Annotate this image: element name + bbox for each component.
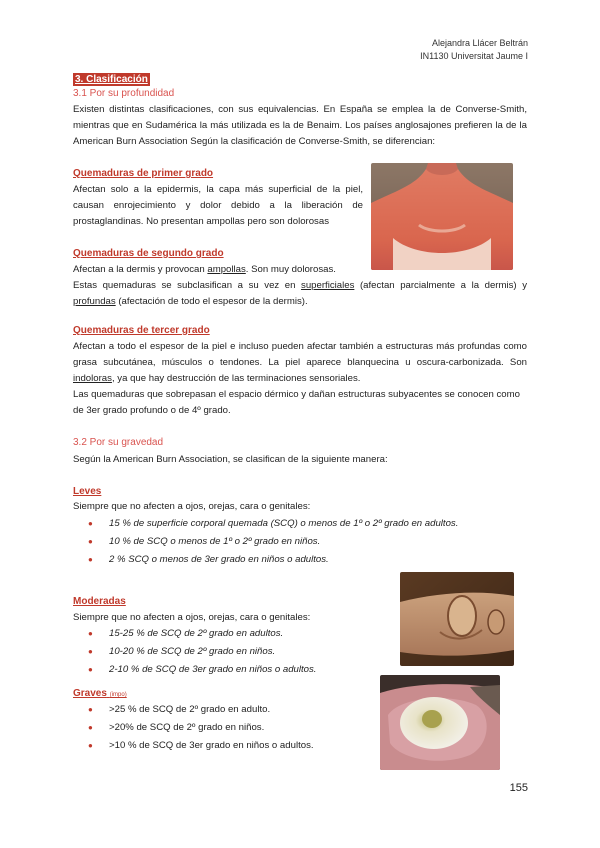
third-degree-heading: Quemaduras de tercer grado bbox=[73, 325, 210, 336]
second-degree-text-b: . Son muy dolorosas. bbox=[245, 264, 336, 275]
list-item: ● 10-20 % de SCQ de 2º grado en niños. bbox=[88, 643, 316, 661]
page-number: 155 bbox=[509, 782, 528, 794]
graves-heading bbox=[73, 688, 127, 699]
subclass-text-b: (afectan parcialmente a la dermis) y bbox=[354, 280, 527, 291]
header-course: IN1130 Universitat Jaume I bbox=[420, 51, 528, 61]
graves-heading-text: Graves bbox=[73, 688, 107, 699]
third-degree-text bbox=[73, 339, 527, 387]
leves-lead: Siempre que no afecten a ojos, orejas, cara o genitales: bbox=[73, 501, 311, 512]
list-item: ● 2 % SCQ o menos de 3er grado en niños o adultos. bbox=[88, 551, 458, 569]
moderadas-list bbox=[88, 625, 316, 679]
term-ampollas: ampollas bbox=[207, 264, 246, 275]
second-degree-text-a: Afectan a la dermis y provocan bbox=[73, 264, 208, 275]
list-item: ● >25 % de SCQ de 2º grado en adulto. bbox=[88, 701, 314, 719]
subclass-text-a: Estas quemaduras se subclasifican a su vez en bbox=[73, 280, 302, 291]
second-degree-line1 bbox=[73, 262, 527, 278]
moderadas-heading: Moderadas bbox=[73, 596, 126, 607]
list-item: ● 2-10 % de SCQ de 3er grado en niños o adultos. bbox=[88, 661, 316, 679]
list-item: ● 15 % de superficie corporal quemada (SCQ) o menos de 1º o 2º grado en adultos. bbox=[88, 515, 458, 533]
subclass-text-c: (afectación de todo el espesor de la dermis). bbox=[115, 296, 308, 307]
term-profundas: profundas bbox=[73, 296, 116, 307]
list-item: ● 10 % de SCQ o menos de 1º o 2º grado en niños. bbox=[88, 533, 458, 551]
sunburn-back-photo bbox=[371, 163, 513, 270]
term-superficiales: superficiales bbox=[301, 280, 355, 291]
first-degree-heading: Quemaduras de primer grado bbox=[73, 168, 214, 179]
section-title: 3. Clasificación bbox=[75, 74, 148, 85]
graves-list bbox=[88, 701, 314, 755]
moderadas-lead: Siempre que no afecten a ojos, orejas, cara o genitales: bbox=[73, 612, 311, 623]
subsection-gravity: 3.2 Por su gravedad bbox=[73, 437, 164, 448]
leves-list bbox=[88, 515, 458, 569]
header bbox=[420, 37, 528, 63]
term-indoloras: indoloras bbox=[73, 373, 112, 384]
list-item: ● >10 % de SCQ de 3er grado en niños o adultos. bbox=[88, 737, 314, 755]
gravity-intro: Según la American Burn Association, se clasifican de la siguiente manera: bbox=[73, 454, 388, 465]
list-item: ● >20% de SCQ de 2º grado en niños. bbox=[88, 719, 314, 737]
deep-burn-photo bbox=[380, 675, 500, 770]
graves-tag: (impo) bbox=[109, 692, 127, 698]
second-degree-heading: Quemaduras de segundo grado bbox=[73, 248, 224, 259]
list-item: ● 15-25 % de SCQ de 2º grado en adultos. bbox=[88, 625, 316, 643]
subsection-depth: 3.1 Por su profundidad bbox=[73, 88, 175, 99]
first-degree-text: Afectan solo a la epidermis, la capa más superficial de la piel, causan enrojecimiento y dolor debido a la liberación de prostaglandinas. No presentan ampollas pero son dolorosas bbox=[73, 184, 363, 227]
second-degree-line2 bbox=[73, 278, 527, 310]
intro-paragraph: Existen distintas clasificaciones, con sus equivalencias. En España se emplea la de Converse-Smith, mientras que en Sudamérica la más utilizada es la de Benaim. Los países anglosajones prefieren la de la American Burn Association Según la clasificación de Converse-Smith, se diferencian: bbox=[73, 104, 527, 147]
third-degree-text-a: Afectan a todo el espesor de la piel e incluso pueden afectar también a estructuras más profundas como grasa subcutánea, músculos o tendones. La piel aparece blanquecina u oscura-carbonizada. Son bbox=[73, 341, 527, 368]
fourth-degree-text: Las quemaduras que sobrepasan el espacio dérmico y dañan estructuras subyacentes se conocen como de 3er grado profundo o de 4º grado. bbox=[73, 389, 520, 416]
third-degree-text-b: , ya que hay destrucción de las terminaciones sensoriales. bbox=[111, 373, 361, 384]
leves-heading: Leves bbox=[73, 486, 102, 497]
header-author: Alejandra Llácer Beltrán bbox=[431, 38, 528, 48]
